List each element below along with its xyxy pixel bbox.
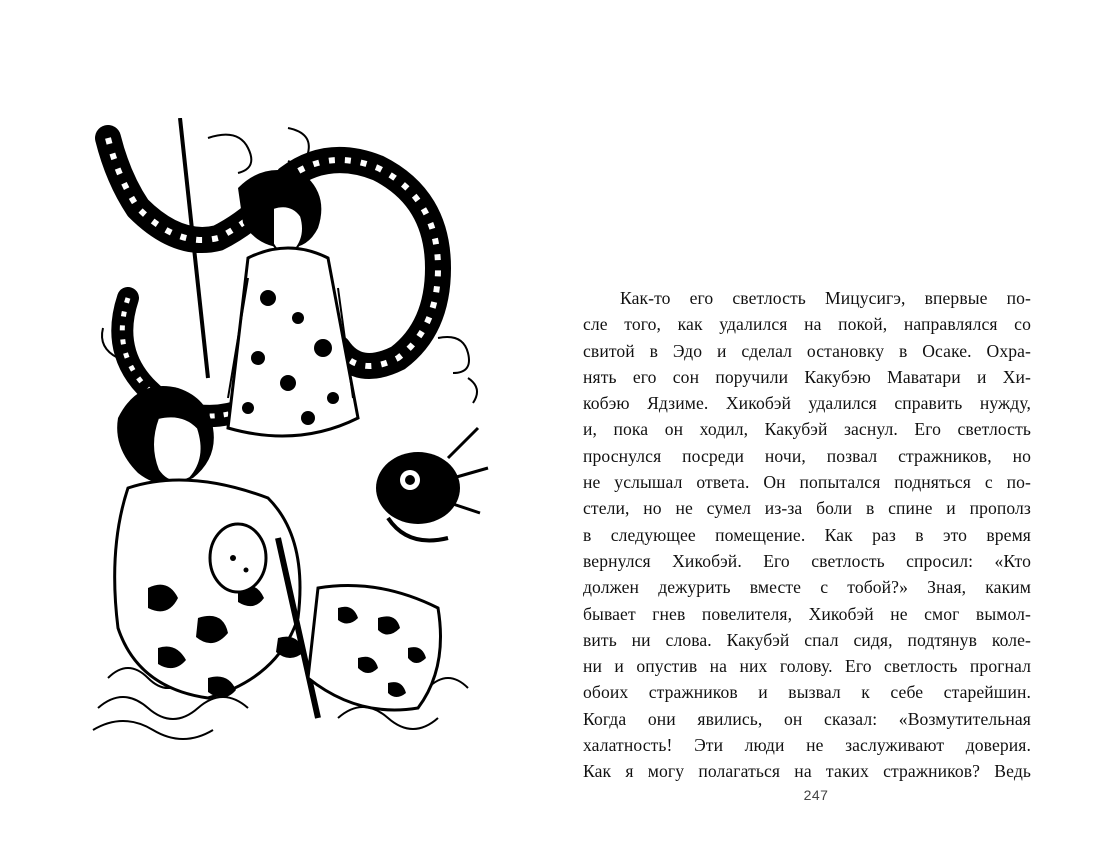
illustration-drawing [88,118,492,746]
text-line: вернулся Хикобэй. Его светлость спросил: «Кто [583,550,1031,571]
text-line: Как-то его светлость Мицусигэ, впервые по- [620,288,1031,308]
text-line: свитой в Эдо и сделал остановку в Осаке. Охра- [583,340,1031,361]
woman-figure [228,170,358,436]
text-line: обоих стражников и вызвал к себе старейшин. [583,682,1031,703]
robe-pattern [308,586,441,711]
text-line: бывает гнев повелителя, Хикобэй не смог вымол- [583,603,1031,624]
text-line: не услышал ответа. Он попытался подняться с по- [583,472,1031,493]
text-line: сле того, как удалился на покой, направлялся со [583,314,1031,335]
text-line: Когда они явились, он сказал: «Возмутительная [583,708,1031,729]
text-line: Как я могу полагаться на таких стражников? Ведь [583,761,1031,782]
text-line: в следующее помещение. Как раз в это время [583,524,1031,545]
text-line: и, пока он ходил, Какубэй заснул. Его светлость [583,419,1031,440]
text-line: стели, но не сумел из-за боли в спине и прополз [583,498,1031,519]
text-line: халатность! Эти люди не заслуживают доверия. [583,735,1031,756]
text-line: кобэю Ядзиме. Хикобэй удалился справить нужду, [583,393,1031,414]
text-column [583,285,1031,785]
text-line: проснулся посреди ночи, позвал стражников, но [583,445,1031,466]
text-line: вить ни слова. Какубэй спал сидя, подтянув коле- [583,629,1031,650]
text-line: нять его сон поручили Какубэю Маватари и Хи- [583,366,1031,387]
woodblock-illustration [88,118,492,746]
page-number: 247 [803,787,829,803]
text-line: ни и опустив на них голову. Его светлость прогнал [583,656,1031,677]
text-line: должен дежурить вместе с тобой?» Зная, каким [583,577,1031,598]
